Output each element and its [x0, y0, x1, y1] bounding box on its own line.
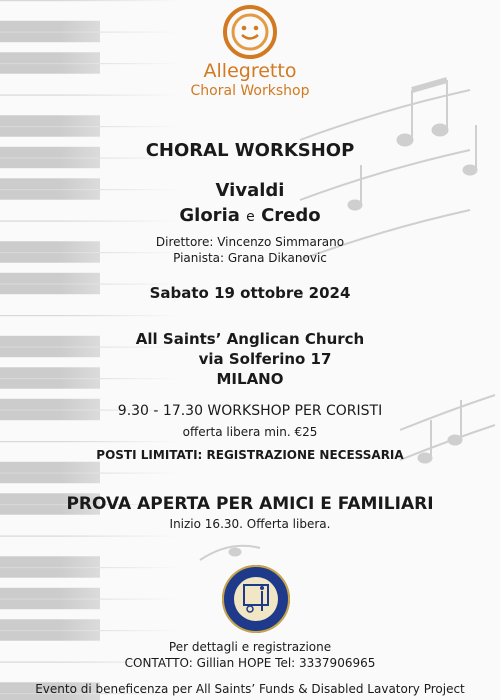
footer-note: Evento di beneficenza per All Saints’ Funds & Disabled Lavatory Project	[35, 682, 465, 696]
venue-name: All Saints’ Anglican Church	[135, 330, 365, 348]
allegretto-logo	[0, 4, 500, 100]
composer: Vivaldi	[215, 180, 285, 201]
contact-line: CONTATTO: Gillian HOPE Tel: 3337906965	[124, 656, 376, 670]
workshop-time: 9.30 - 17.30 WORKSHOP PER CORISTI	[117, 403, 383, 419]
work-credo: Credo	[261, 205, 321, 226]
work-title	[0, 205, 500, 226]
logo-name: Allegretto	[203, 60, 297, 82]
work-conjunction: e	[246, 209, 255, 225]
director: Direttore: Vincenzo Simmarano	[155, 235, 345, 249]
event-heading: CHORAL WORKSHOP	[145, 140, 355, 161]
charity-seal-icon	[220, 563, 292, 635]
pianist: Pianista: Grana Dikanovic	[173, 251, 327, 265]
open-rehearsal-title: PROVA APERTA PER AMICI E FAMILIARI	[66, 494, 434, 514]
work-gloria: Gloria	[179, 205, 240, 226]
logo-subtitle: Choral Workshop	[190, 83, 310, 99]
open-rehearsal-details: Inizio 16.30. Offerta libera.	[169, 517, 331, 531]
workshop-offer: offerta libera min. €25	[182, 425, 318, 439]
event-date: Sabato 19 ottobre 2024	[149, 284, 351, 302]
smiley-sun-icon	[216, 4, 284, 60]
contact-intro: Per dettagli e registrazione	[168, 640, 332, 654]
venue-street: via Solferino 17	[198, 350, 332, 368]
limited-places: POSTI LIMITATI: REGISTRAZIONE NECESSARIA	[96, 448, 404, 462]
venue-city: MILANO	[216, 370, 284, 388]
